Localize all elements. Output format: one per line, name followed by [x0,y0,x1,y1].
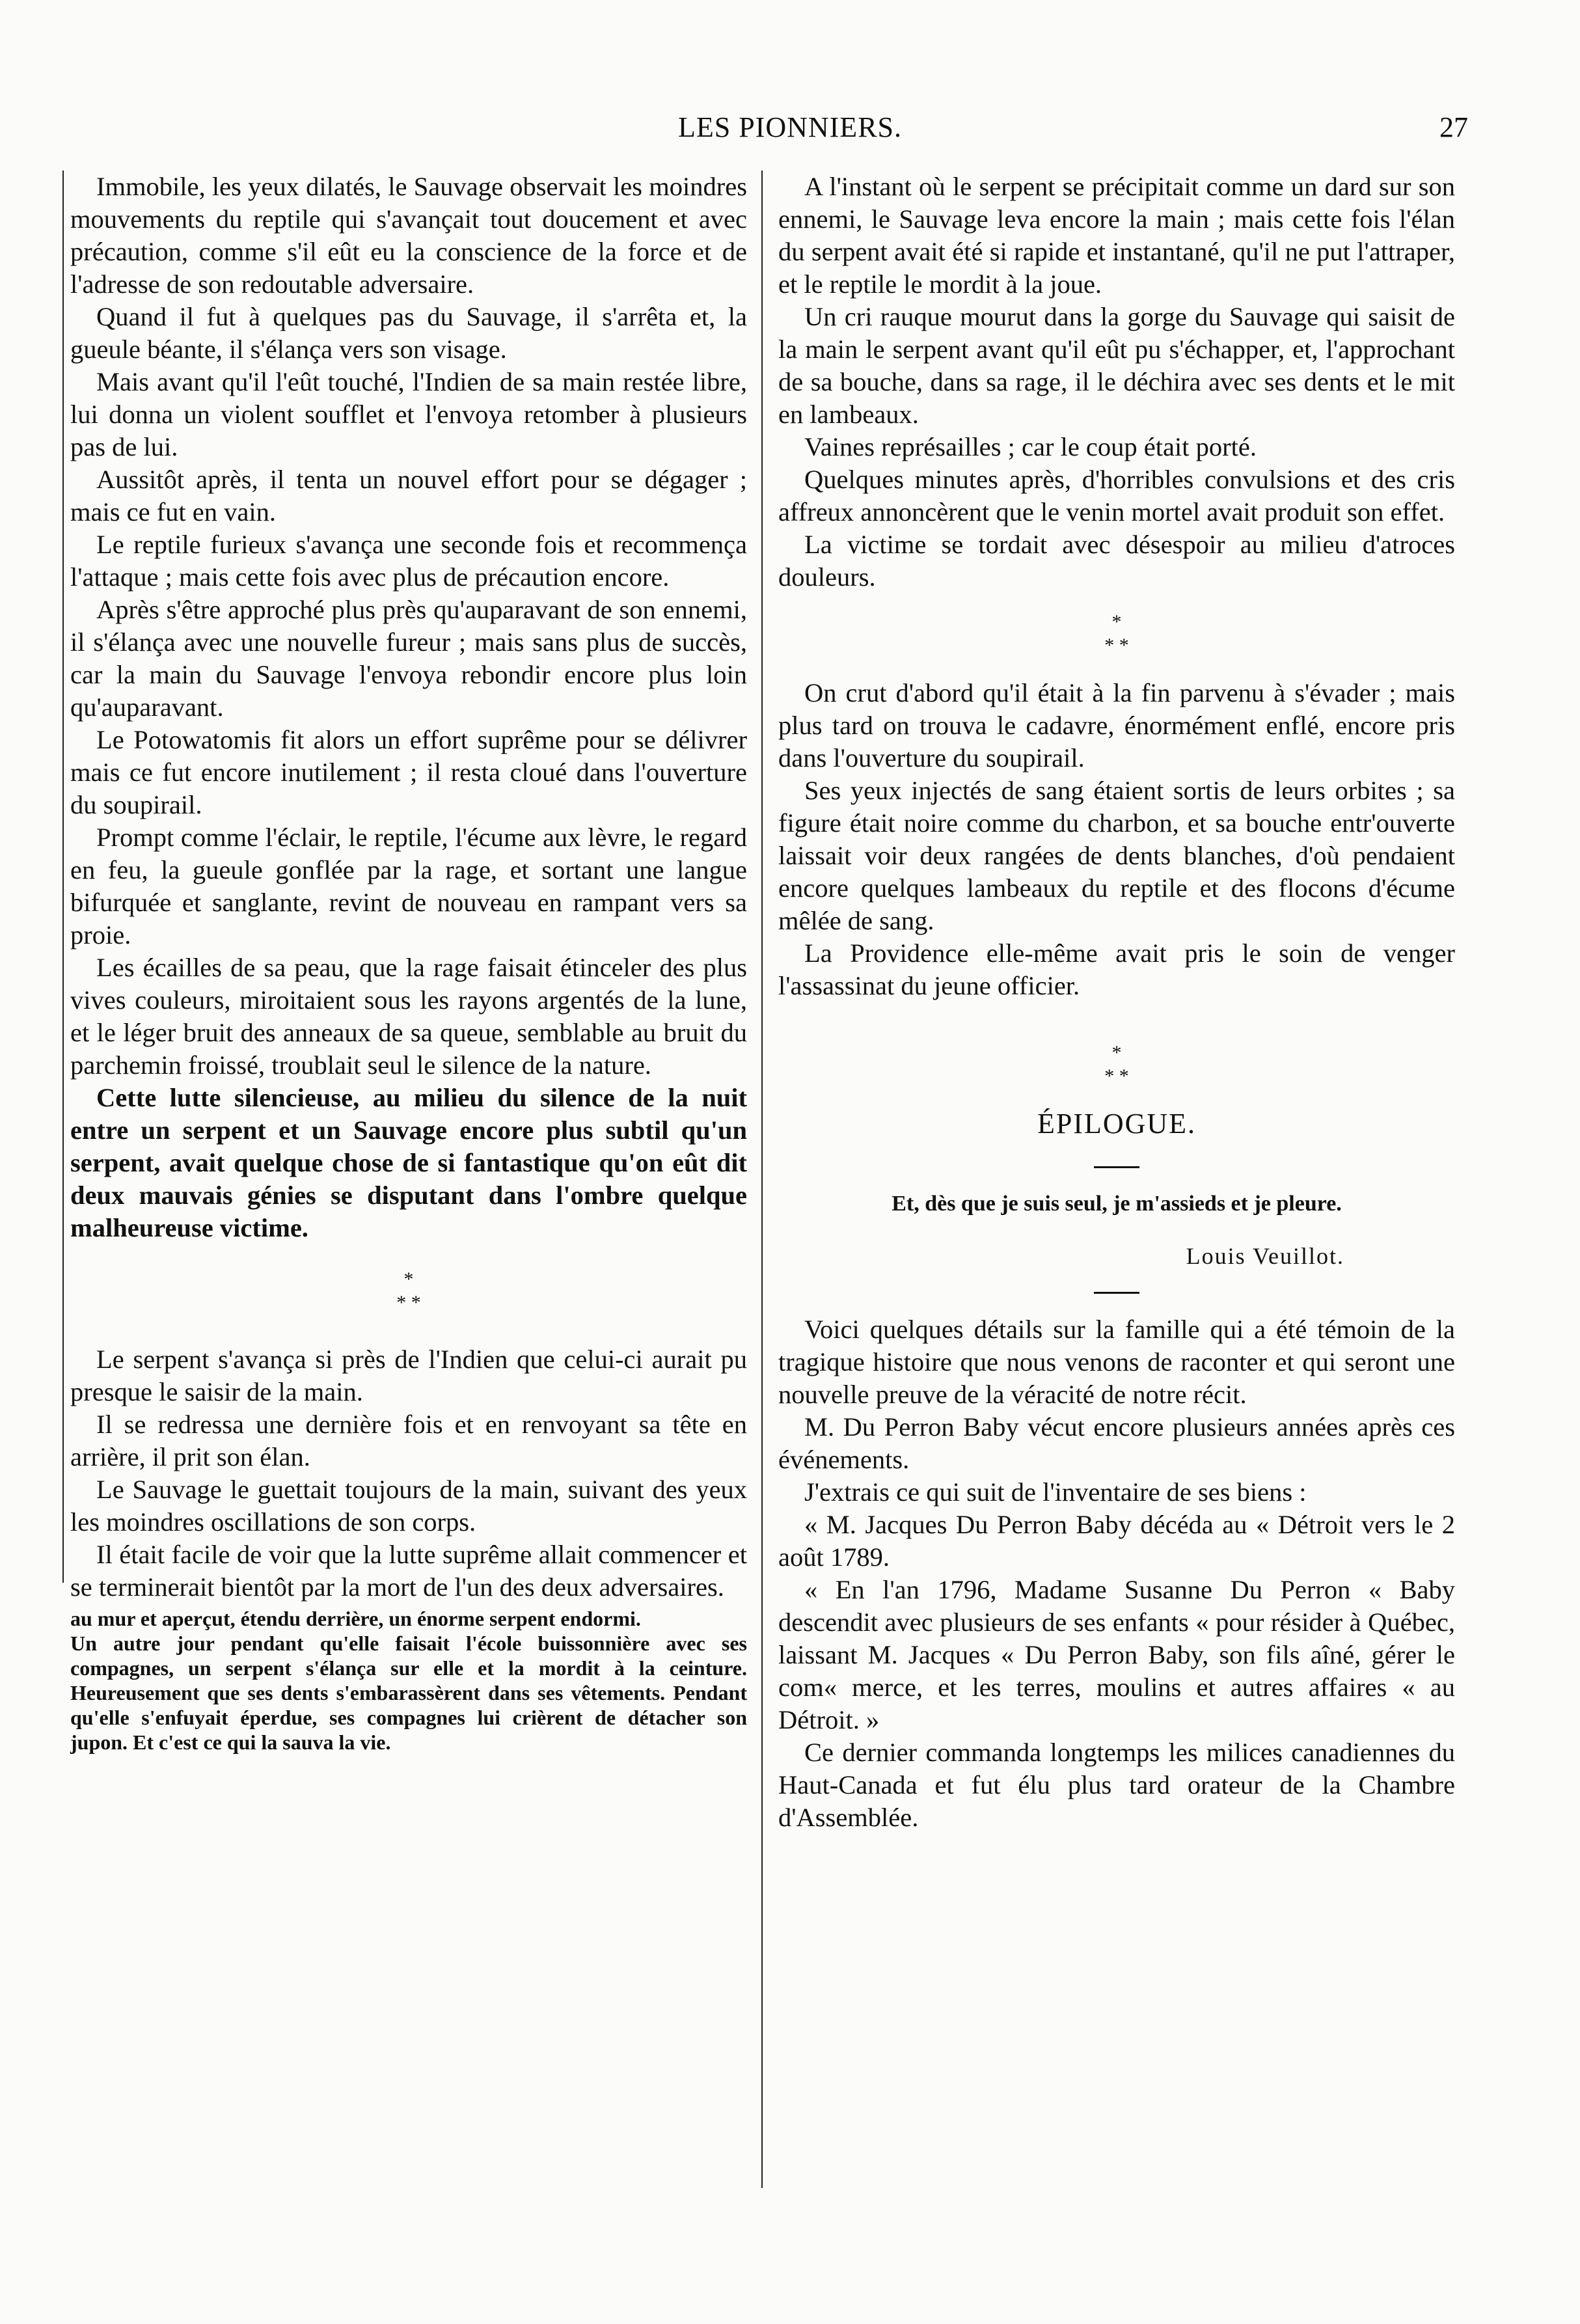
running-title: LES PIONNIERS. [677,111,903,143]
footnote-line: au mur et aperçut, étendu derrière, un énorme serpent endormi. [70,1607,641,1630]
paragraph: Le Sauvage le guettait toujours de la main, suivant des yeux les moindres oscillations de son corps. [70,1475,747,1537]
quoted-record: « M. Jacques Du Perron Baby décéda au « Détroit vers le 2 août 1789. [778,1510,1455,1572]
paragraph: Le reptile furieux s'avança une seconde fois et recommença l'attaque ; mais cette fois avec plus de précaution encore. [70,530,747,592]
paragraph: Il se redressa une dernière fois et en renvoyant sa tête en arrière, il prit son élan. [70,1410,747,1471]
epigraph-author: Louis Veuillot. [1186,1243,1344,1269]
paragraph: Mais avant qu'il l'eût touché, l'Indien de sa main restée libre, lui donna un violent soufflet et l'envoya retomber à plusieurs pas de lui. [70,367,747,461]
divider-dash [1094,1166,1139,1168]
paragraph: Un cri rauque mourut dans la gorge du Sauvage qui saisit de la main le serpent avant qu'il eût pu s'échapper, et, l'approchant de sa bouche, dans sa rage, il le déchira avec ses dents et le mit en lambeaux. [778,302,1455,429]
paragraph: La victime se tordait avec désespoir au milieu d'atroces douleurs. [778,530,1455,592]
epigraph: Et, dès que je suis seul, je m'assieds et je pleure. [892,1192,1342,1216]
paragraph: Les écailles de sa peau, que la rage faisait étinceler des plus vives couleurs, miroitaient sous les rayons argentés de la lune, et le léger bruit des anneaux de sa queue, semblable au bruit du parchemin froissé, troublait seul le silence de la nature. [70,953,747,1080]
paragraph: Après s'être approché plus près qu'auparavant de son ennemi, il s'élança avec une nouvelle fureur ; mais sans plus de succès, car la main du Sauvage l'envoya rebondir encore plus loin qu'auparavant. [70,595,747,722]
paragraph: Voici quelques détails sur la famille qui a été témoin de la tragique histoire que nous venons de raconter et qui seront une nouvelle preuve de la véracité de notre récit. [778,1315,1455,1409]
paragraph: Quand il fut à quelques pas du Sauvage, il s'arrêta et, la gueule béante, il s'élança vers son visage. [70,302,747,364]
footnote-paragraph: Un autre jour pendant qu'elle faisait l'école buissonnière avec ses compagnes, un serpent s'élança sur elle et la mordit à la ceinture. Heureusement que ses dents s'embarassèrent dans ses vêtements. Pendant qu'elle s'enfuyait éperdue, ses compagnes lui crièrent de détacher son jupon. Et c'est ce qui la sauva la vie. [70,1632,747,1754]
paragraph: Prompt comme l'éclair, le reptile, l'écume aux lèvre, le regard en feu, la gueule gonflée par la rage, et sortant une langue bifurquée et sanglante, revint de nouveau en rampant vers sa proie. [70,823,747,950]
left-margin-rule [62,171,64,1583]
paragraph: J'extrais ce qui suit de l'inventaire de ses biens : [804,1477,1307,1507]
column-divider [761,171,763,2188]
epilogue-heading: ÉPILOGUE. [1037,1108,1197,1140]
paragraph: La Providence elle-même avait pris le soin de venger l'assassinat du jeune officier. [778,938,1455,1000]
paragraph: Vaines représailles ; car le coup était porté. [804,432,1257,461]
section-break-asterisks: * * * [1104,611,1129,656]
paragraph: Le Potowatomis fit alors un effort suprême pour se délivrer mais ce fut encore inutilement ; il resta cloué dans l'ouverture du soupirail. [70,725,747,819]
paragraph: Immobile, les yeux dilatés, le Sauvage observait les moindres mouvements du reptile qui s'avançait tout doucement et avec précaution, comme s'il eût eu la conscience de la force et de l'adresse de son redoutable adversaire. [70,172,747,299]
section-break-asterisks: * * * [396,1268,421,1313]
paragraph: Quelques minutes après, d'horribles convulsions et des cris affreux annoncèrent que le venin mortel avait produit son effet. [778,465,1455,526]
paragraph: Il était facile de voir que la lutte suprême allait commencer et se terminerait bientôt par la mort de l'un des deux adversaires. [70,1540,747,1602]
quoted-record: « En l'an 1796, Madame Susanne Du Perron « Baby descendit avec plusieurs de ses enfants « pour résider à Québec, laissant M. Jacques « Du Perron Baby, son fils aîné, gérer le com« merce, et les terres, moulins et autres affaires « au Détroit. » [778,1575,1455,1734]
paragraph: Ce dernier commanda longtemps les milices canadiennes du Haut-Canada et fut élu plus tard orateur de la Chambre d'Assemblée. [778,1738,1455,1832]
paragraph: Aussitôt après, il tenta un nouvel effort pour se dégager ; mais ce fut en vain. [70,465,747,526]
bold-paragraph: Cette lutte silencieuse, au milieu du silence de la nuit entre un serpent et un Sauvage encore plus subtil qu'un serpent, avait quelque chose de si fantastique qu'on eût dit deux mauvais génies se disputant dans l'ombre quelque malheureuse victime. [70,1083,747,1242]
page-number: 27 [1439,111,1468,143]
right-column [778,171,1455,1834]
paragraph: M. Du Perron Baby vécut encore plusieurs années après ces événements. [778,1412,1455,1474]
paragraph: On crut d'abord qu'il était à la fin parvenu à s'évader ; mais plus tard on trouva le cadavre, énormément enflé, encore pris dans l'ouverture du soupirail. [778,678,1455,772]
section-break-asterisks: * * * [1104,1042,1129,1087]
left-column [70,171,747,1755]
divider-dash [1094,1292,1139,1294]
paragraph: Ses yeux injectés de sang étaient sortis de leurs orbites ; sa figure était noire comme du charbon, et sa bouche entr'ouverte laissait voir deux rangées de dents blanches, d'où pendaient encore quelques lambeaux du reptile et des flocons d'écume mêlée de sang. [778,776,1455,935]
paragraph: A l'instant où le serpent se précipitait comme un dard sur son ennemi, le Sauvage leva encore la main ; mais cette fois l'élan du serpent avait été si rapide et instantané, qu'il ne put l'attraper, et le reptile le mordit à la joue. [778,172,1455,299]
paragraph: Le serpent s'avança si près de l'Indien que celui-ci aurait pu presque le saisir de la main. [70,1345,747,1406]
